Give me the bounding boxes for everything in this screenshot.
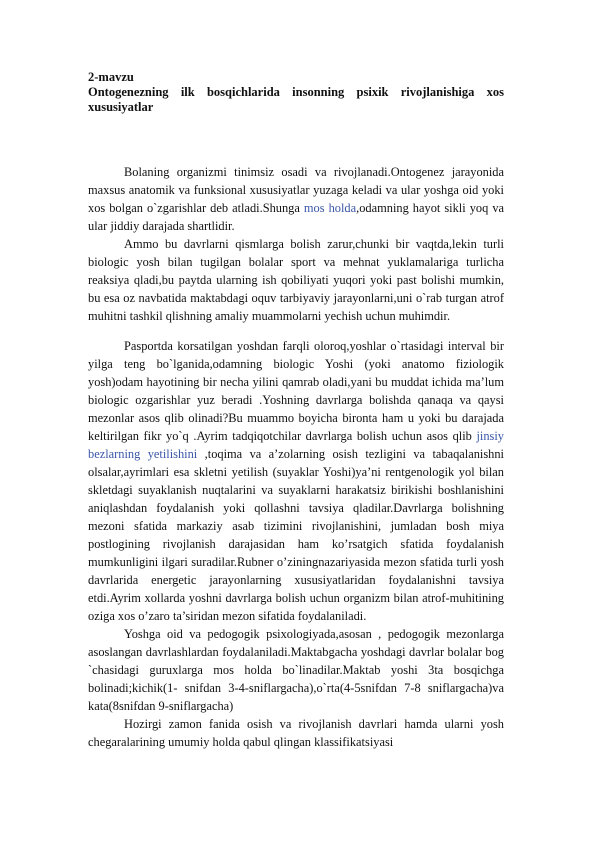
paragraph-text: Bolaning organizmi tinimsiz osadi va rivojlanadi.Ontogenez jarayonida maxsus anatomik va funksional xususiyatlar yuzaga keladi va ular yoshga oid yoki xos bolgan o`zgarishlar deb atladi.Shunga bbox=[88, 165, 504, 215]
hyperlink[interactable]: mos holda bbox=[303, 201, 357, 215]
document-body bbox=[88, 163, 504, 751]
paragraph-text: ,toqima va a’zolarning osish tezligini va tabaqalanishni olsalar,ayrimlari esa skletni yetilish (suyaklar Yoshi)ya’ni rentgenologik yol bilan skletdagi suyaklanish nuqtalarini va suyaklarni harakatsiz birikishi boshlanishini aniqlashdan foydalanish yoki qollashni tavsiya qladilar.Davrlarga bolishning mezoni sfatida markaziy asab tizimini rivojlanishini, jumladan bosh miya postlogining rivojlanish darajasidan ham ko’rsatgich sfatida foydalanish mumkunligini ilgari suradilar.Rubner o’ziningnazariyasida mezon sfatida turli yosh davrlarida energetic jarayonlarning xususiyatlaridan foydalanishni tavsiya etdi.Ayrim xollarda yoshni davrlarga bolish uchun organizm bilan atrof-muhitining oziga xos o’zaro ta’siridan mezon sifatida foydalaniladi. bbox=[88, 447, 505, 623]
paragraph: Hozirgi zamon fanida osish va rivojlanish davrlari hamda ularni yosh chegaralarining umumiy holda qabul qlingan klassifikatsiyasi bbox=[88, 717, 504, 749]
document-title: Ontogenezning ilk bosqichlarida insonning psixik rivojlanishiga xos xususiyatlar bbox=[88, 85, 504, 114]
paragraph: Yoshga oid va pedogogik psixologiyada,asosan , pedogogik mezonlarga asoslangan davrlashlardan foydalaniladi.Maktabgacha yoshdagi davrlar bolalar bog `chasidagi guruxlarga mos holda bo`linadilar.Maktab yoshi 3ta bosqichga bolinadi;kichik(1- snifdan 3-4-sniflargacha),o`rta(4-5snifdan 7-8 sniflargacha)va kata(8snifdan 9-sniflargacha) bbox=[88, 627, 504, 713]
paragraph-text: ,odamning hayot sikli yoq va ular jiddiy darajada shartlidir. bbox=[88, 201, 505, 233]
paragraph: Ammo bu davrlarni qismlarga bolish zarur,chunki bir vaqtda,lekin turli biologic yosh bilan tugilgan bolalar sport va mehnat yuklamalariga turlicha reaksiya qladi,bu paytda ularning ish qobiliyati yuqori yoki past bolishi mumkin, bu esa oz navbatida maktabdagi oquv tarbiyaviy jarayonlarni,uni o`rab turgan atrof muhitni tashkil qlishning amaliy muammolarni yechish uchun muhimdir. bbox=[88, 237, 504, 323]
paragraph bbox=[88, 163, 504, 235]
paragraph-text: Pasportda korsatilgan yoshdan farqli oloroq,yoshlar o`rtasidagi interval bir yilga teng bo`lganida,odamning biologic Yoshi (yoki anatomo fiziologik yosh)odam hayotining bir necha yilini qamrab oladi,yani bu muddat ichida ma’lum biologic ozgarishlar yuz beradi .Yoshning davrlarga bolishda qanaqa va qaysi mezonlar asos qlib olinadi?Bu muammo boyicha bironta ham u yoki bu darajada keltirilgan fikr yo`q .Ayrim tadqiqotchilar davrlarga bolish uchun asos qlib bbox=[88, 339, 504, 443]
paragraph bbox=[88, 337, 504, 625]
document-page bbox=[88, 70, 504, 751]
topic-heading: 2-mavzu bbox=[88, 70, 134, 84]
hyperlink[interactable]: jinsiy bezlarning yetilishini bbox=[88, 429, 504, 461]
